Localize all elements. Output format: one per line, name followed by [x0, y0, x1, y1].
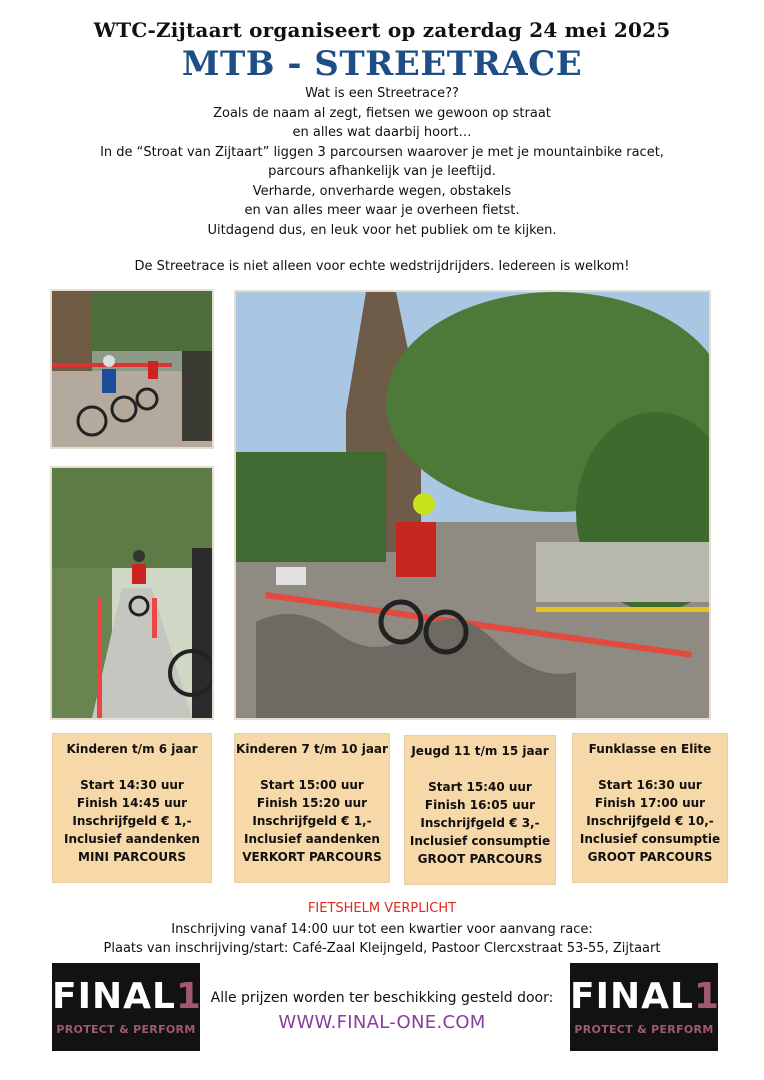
- category-extra: Inclusief consumptie: [409, 834, 551, 848]
- helmet-notice: FIETSHELM VERPLICHT: [307, 901, 457, 916]
- intro-line: en alles wat daarbij hoort…: [292, 125, 472, 140]
- category-card: [572, 733, 728, 883]
- category-card: [234, 733, 390, 883]
- category-title: Jeugd 11 t/m 15 jaar: [411, 744, 549, 758]
- intro-line: Zoals de naam al zegt, fietsen we gewoon op straat: [213, 105, 551, 121]
- category-start: Start 16:30 uur: [598, 778, 702, 792]
- intro-line: Wat is een Streetrace??: [305, 86, 459, 101]
- category-start: Start 15:40 uur: [428, 780, 532, 794]
- category-start: Start 15:00 uur: [260, 778, 364, 792]
- intro-line: en van alles meer waar je overheen fietst.: [244, 203, 520, 218]
- logo-word: FINAL: [52, 976, 176, 1017]
- category-finish: Finish 14:45 uur: [76, 796, 188, 810]
- logo-tagline: PROTECT & PERFORM: [56, 1023, 196, 1036]
- category-extra: Inclusief consumptie: [579, 832, 721, 846]
- photo-ramp-riders: [50, 466, 214, 720]
- intro-text: [0, 84, 764, 240]
- category-title: Funklasse en Elite: [588, 742, 712, 756]
- category-course: GROOT PARCOURS: [417, 852, 543, 866]
- category-fee: Inschrijfgeld € 10,-: [586, 814, 714, 828]
- category-extra: Inclusief aandenken: [64, 832, 200, 846]
- category-title: Kinderen 7 t/m 10 jaar: [236, 742, 388, 756]
- welcome-line: De Streetrace is niet alleen voor echte wedstrijdrijders. Iedereen is welkom!: [134, 259, 630, 274]
- intro-line: Uitdagend dus, en leuk voor het publiek om te kijken.: [207, 222, 557, 238]
- category-card: [404, 735, 556, 885]
- sponsor-url-link[interactable]: WWW.FINAL-ONE.COM: [278, 1012, 486, 1033]
- location-line: Plaats van inschrijving/start: Café-Zaal Kleijngeld, Pastoor Clercxstraat 53-55, Zijtaart: [103, 941, 661, 956]
- organizer-line: WTC-Zijtaart organiseert op zaterdag 24 mei 2025: [93, 18, 671, 42]
- final-one-logo-right: [570, 963, 718, 1051]
- category-fee: Inschrijfgeld € 1,-: [252, 814, 372, 828]
- logo-digit: 1: [693, 976, 720, 1017]
- logo-word: FINAL: [570, 976, 694, 1017]
- category-finish: Finish 17:00 uur: [594, 796, 706, 810]
- sponsor-block: [200, 990, 564, 1033]
- photo-main-rider: [234, 290, 711, 720]
- category-course: VERKORT PARCOURS: [242, 850, 382, 864]
- category-course: GROOT PARCOURS: [587, 850, 713, 864]
- intro-line: Verharde, onverharde wegen, obstakels: [252, 183, 512, 199]
- logo-tagline: PROTECT & PERFORM: [574, 1023, 714, 1036]
- category-extra: Inclusief aandenken: [244, 832, 380, 846]
- sponsor-text: Alle prijzen worden ter beschikking gesteld door:: [210, 990, 554, 1006]
- category-title: Kinderen t/m 6 jaar: [66, 742, 198, 756]
- final-one-logo-left: [52, 963, 200, 1051]
- category-fee: Inschrijfgeld € 3,-: [420, 816, 540, 830]
- intro-line: In de “Stroat van Zijtaart” liggen 3 parcoursen waarover je met je mountainbike racet,: [100, 144, 664, 160]
- category-finish: Finish 16:05 uur: [424, 798, 536, 812]
- category-finish: Finish 15:20 uur: [256, 796, 368, 810]
- category-course: MINI PARCOURS: [78, 850, 186, 864]
- photo-street-riders: [50, 289, 214, 449]
- registration-line: Inschrijving vanaf 14:00 uur tot een kwartier voor aanvang race:: [171, 922, 593, 937]
- registration-info: [0, 920, 764, 958]
- category-start: Start 14:30 uur: [80, 778, 184, 792]
- page-title: MTB - STREETRACE: [181, 44, 583, 84]
- category-card: [52, 733, 212, 883]
- logo-digit: 1: [175, 976, 202, 1017]
- intro-line: parcours afhankelijk van je leeftijd.: [268, 164, 496, 179]
- category-fee: Inschrijfgeld € 1,-: [72, 814, 192, 828]
